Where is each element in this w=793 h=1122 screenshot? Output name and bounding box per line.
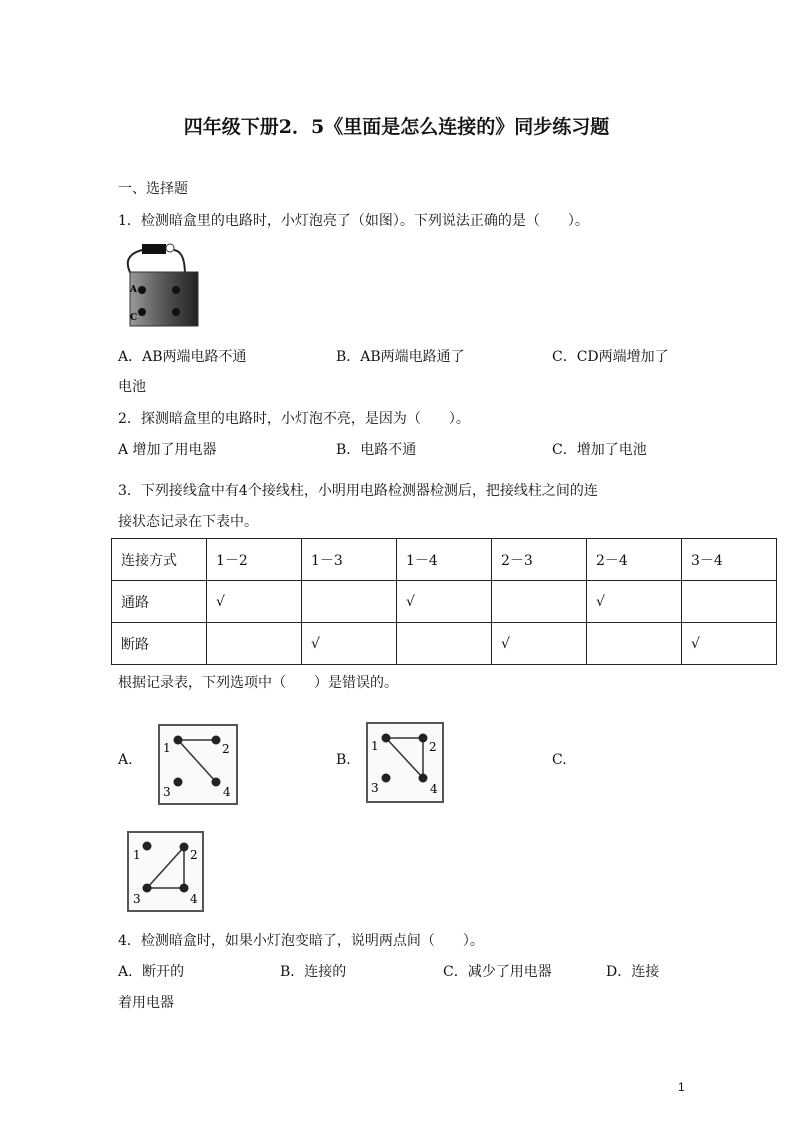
terminal-c-label: C [130,313,138,323]
svg-text:1: 1 [163,741,171,755]
table-header-row [112,539,777,581]
q3-stem-cont: 接状态记录在下表中。 [118,514,258,530]
table-cell: √ [492,623,587,665]
q3-option-a[interactable]: A. [118,752,133,768]
svg-text:4: 4 [430,782,438,796]
q4-option-d-cont: 着用电器 [118,995,174,1011]
option-a-diagram [158,724,238,805]
table-cell: 连接方式 [112,539,207,581]
table-row [112,623,777,665]
svg-text:2: 2 [429,740,437,754]
table-cell [587,623,682,665]
q2-option-b[interactable]: B．电路不通 [336,442,417,458]
q2-option-c[interactable]: C．增加了电池 [552,442,647,458]
q3-stem: 3．下列接线盒中有4个接线柱，小明用电路检测器检测后，把接线柱之间的连 [118,483,598,499]
table-cell: 1－3 [302,539,397,581]
page-number: 1 [678,1080,685,1094]
svg-text:2: 2 [222,742,230,756]
table-cell: 3－4 [682,539,777,581]
svg-text:1: 1 [133,848,141,862]
connection-table [111,538,777,665]
table-cell: √ [397,581,492,623]
option-b-diagram [366,722,444,803]
table-cell: √ [302,623,397,665]
table-cell: √ [587,581,682,623]
svg-text:3: 3 [133,892,141,906]
svg-text:3: 3 [371,781,379,795]
svg-text:3: 3 [163,785,171,799]
q4-option-c[interactable]: C．减少了用电器 [443,964,552,980]
q3-option-c[interactable]: C. [552,752,567,768]
section-heading: 一、选择题 [118,181,188,197]
svg-text:4: 4 [223,785,231,799]
table-row [112,581,777,623]
table-cell: 2－4 [587,539,682,581]
table-cell: 断路 [112,623,207,665]
table-cell [397,623,492,665]
q1-option-c-cont: 电池 [118,379,146,395]
q2-option-a[interactable]: A 增加了用电器 [118,442,217,458]
q2-stem: 2．探测暗盒里的电路时，小灯泡不亮，是因为（ ）。 [118,411,470,427]
terminal-a-label: A [130,285,137,295]
dark-box-circuit-figure [118,236,202,332]
table-cell: √ [207,581,302,623]
table-cell [682,581,777,623]
page-title: 四年级下册2．5《里面是怎么连接的》同步练习题 [183,116,610,138]
q1-option-c[interactable]: C．CD两端增加了 [552,349,669,365]
svg-text:1: 1 [371,739,379,753]
q1-stem: 1．检测暗盒里的电路时，小灯泡亮了（如图）。下列说法正确的是（ ）。 [118,213,589,229]
table-cell: √ [682,623,777,665]
table-cell: 1－2 [207,539,302,581]
q1-option-a[interactable]: A．AB两端电路不通 [118,349,247,365]
svg-text:4: 4 [190,892,198,906]
q3-question: 根据记录表，下列选项中（ ）是错误的。 [118,675,398,691]
option-c-diagram [127,831,204,912]
q4-option-b[interactable]: B．连接的 [280,964,347,980]
table-cell [207,623,302,665]
q4-stem: 4．检测暗盒时，如果小灯泡变暗了，说明两点间（ ）。 [118,933,484,949]
table-cell [302,581,397,623]
table-cell [492,581,587,623]
q4-option-a[interactable]: A．断开的 [118,964,185,980]
table-cell: 通路 [112,581,207,623]
q1-option-b[interactable]: B．AB两端电路通了 [336,349,465,365]
q4-option-d[interactable]: D．连接 [606,964,660,980]
svg-text:2: 2 [190,848,198,862]
q3-option-b[interactable]: B. [336,752,351,768]
table-cell: 1－4 [397,539,492,581]
table-cell: 2－3 [492,539,587,581]
